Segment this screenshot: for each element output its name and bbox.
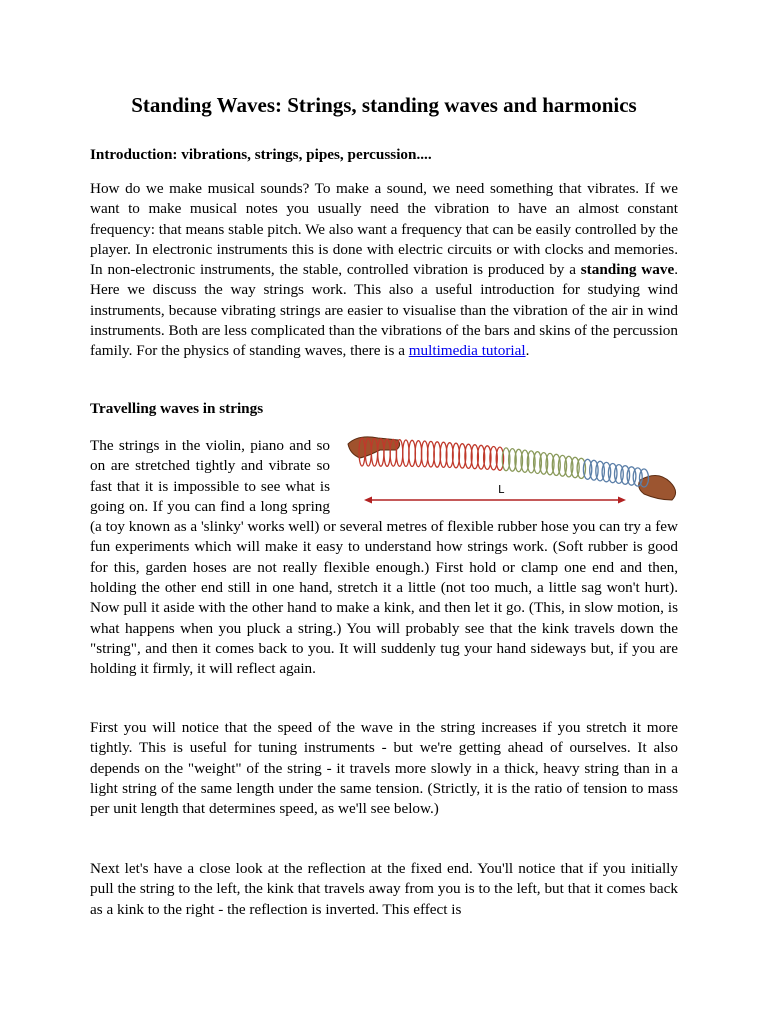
slinky-coil [403, 440, 409, 466]
slinky-coil [415, 441, 422, 467]
slinky-coil [409, 440, 416, 466]
travelling-waves-heading: Travelling waves in strings [90, 400, 264, 417]
reflection-paragraph: Next let's have a close look at the reflection at the fixed end. You'll notice that if you initially pull the string to the left, the kink that travels away from you is to the left, but that it comes back as a kink to the right - the reflection is inverted. This effect is [90, 860, 678, 918]
slinky-figure [340, 430, 680, 504]
tension-paragraph: First you will notice that the speed of the wave in the string increases if you stretch it more tightly. This is useful for tuning instruments - but we're getting ahead of ourselves. It also depends on the "weight" of the string - it travels more slowly in a thick, heavy string than in a light string of the same length under the same tension. (Strictly, it is the ratio of tension to mass per unit length that determines speed, as we'll see below.) [90, 719, 678, 818]
multimedia-tutorial-link[interactable]: multimedia tutorial [408, 342, 526, 360]
travelling-paragraph [90, 436, 678, 680]
length-arrow-right-head [618, 497, 626, 504]
right-hand-icon [639, 475, 676, 500]
intro-text-3: . [525, 342, 530, 360]
intro-paragraph [90, 179, 678, 362]
intro-text-1: How do we make musical sounds? To make a sound, we need something that vibrates. If we want to make musical notes you usually need the vibration to have an almost constant frequency: that means stable pitch. We also want a frequency that can be easily controlled by the player. In electronic instruments this is done with electric circuits or with clocks and memories. In non-electronic instruments, the stable, controlled vibration is produced by a [90, 180, 678, 279]
intro-text-2: . Here we discuss the way strings work. This also a useful introduction for studying wind instruments, because vibrating strings are easier to visualise than the vibration of the air in wind instruments. Both are less complicated than the vibrations of the bars and skins of the percussion family. For the physics of standing waves, there is a [90, 261, 678, 360]
travelling-text: The strings in the violin, piano and so on are stretched tightly and vibrate so fast that it is impossible to see what is going on. If you can find a long spring (a toy known as a 'slinky' works well) or several metres of flexible rubber hose you can try a few fun experiments which will make it easy to understand how strings work. (Soft rubber is good for this, garden hoses are not really flexible enough.) First hold or clamp one end and then, holding the other end still in one hand, stretch it a little (not too much, a little sag won't hurt). Now pull it aside with the other hand to make a kink, and then let it go. (This, in slow motion, is what happens when you pluck a string.) You will probably see that the kink travels down the "string", and then it comes back to you. It will suddenly tug your hand sideways but, if you are holding it firmly, it will reflect again. [90, 437, 678, 678]
page-title: Standing Waves: Strings, standing waves and harmonics [131, 93, 637, 117]
length-arrow-left-head [364, 497, 372, 504]
standing-wave-term: standing wave [580, 261, 675, 279]
slinky-spring [359, 438, 649, 487]
length-label: L [498, 483, 505, 496]
intro-heading: Introduction: vibrations, strings, pipes, percussion.... [90, 146, 432, 163]
